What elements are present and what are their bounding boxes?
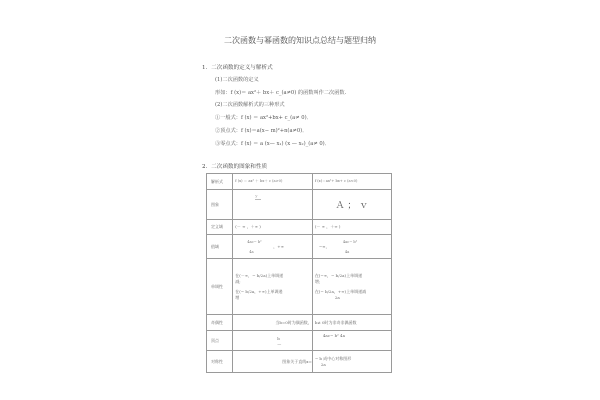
row-label: 解析式 [207, 174, 233, 190]
mono-line: 在(− b/2a，+∞)上单调递减 [314, 288, 367, 294]
mono-line: 在(−∞，− b/2a)上单调递 [314, 272, 363, 278]
row-label: 奇偶性 [207, 315, 233, 331]
vertex-part: 4ac− b² 4a [322, 333, 345, 338]
cell-a-positive: 当b=0时为偶函数， [233, 315, 313, 331]
range-numerator: 4ac− b² [342, 239, 358, 244]
definition-heading: (1)二次函数的定义 [215, 77, 259, 83]
symmetry-part: 2a [320, 362, 326, 367]
row-label: 对称性 [207, 351, 233, 373]
cell-a-positive: (－ ∞ ，＋∞ ) [233, 220, 313, 235]
mono-line: 减; [235, 278, 241, 284]
cell-a-positive [233, 259, 313, 315]
range-numerator: 4ac− b² [247, 239, 262, 244]
graph-cell-a-negative: Ａ ； ｖ [312, 190, 391, 220]
symmetry-part: − b 成中心对称图形 [314, 356, 352, 361]
mono-line: 在(− b/2a，+∞)上单调递 [235, 288, 283, 294]
table-row [207, 174, 392, 190]
table-row [207, 331, 392, 351]
cell-a-positive [233, 235, 313, 259]
cell-a-negative: f (x)＝ax²+ bx+ c (a<0) [312, 174, 391, 190]
mono-line: 增 [235, 294, 240, 300]
vertex-part: — [277, 340, 282, 346]
table-row [207, 190, 392, 220]
properties-table [206, 173, 392, 373]
cell-a-negative [312, 331, 391, 351]
range-bound: ，+∞ [273, 243, 284, 249]
mono-line: 增; [314, 278, 321, 284]
definition-text: 形如：f (x)＝ ax²＋ bx＋ c_(a≠0) 的函数叫作二次函数. [215, 90, 347, 96]
cell-a-negative [312, 235, 391, 259]
row-label: 值域 [207, 235, 233, 259]
graph-cell-a-positive [233, 190, 313, 220]
row-label: 定义域 [207, 220, 233, 235]
table-row [207, 259, 392, 315]
cell-a-negative: b≠ 0时为非奇非偶函数 [312, 315, 391, 331]
mono-line: 在(－∞，− b/2a)上单调递 [235, 272, 284, 278]
table-row [207, 220, 392, 235]
vertex-part: b [277, 335, 280, 341]
zero-form: ③零点式：f (x) ＝ a (x— x₁) (x — x₂)_(a≠ 0)． [215, 141, 330, 147]
graph-axis-label: y [255, 193, 258, 198]
mono-line: 2a [334, 294, 340, 300]
range-bound: −∞， [318, 243, 330, 249]
vertex-form: ②顶点式：f (x)＝a(x− m)²+n(a≠0)． [215, 128, 308, 134]
cell-a-positive: 图象关于直线x= [233, 351, 313, 373]
cell-a-positive [233, 331, 313, 351]
page-title: 二次函数与幂函数的知识点总结与题型归纳 [224, 36, 376, 45]
table-row [207, 315, 392, 331]
cell-a-negative: (－ ∞ ，＋∞ ) [312, 220, 391, 235]
cell-a-negative [312, 351, 391, 373]
range-denominator: 4a [249, 249, 254, 254]
section-1-heading: 1．二次函数的定义与解析式 [202, 65, 273, 71]
row-label: 顶点 [207, 331, 233, 351]
forms-heading: (2)二次函数解析式的三种形式 [215, 102, 285, 108]
row-label: 图象 [207, 190, 233, 220]
table-row [207, 235, 392, 259]
cell-a-negative [312, 259, 391, 315]
cell-a-positive: f (x) ＝ ax² ＋ bx＋ c (a>0) [233, 174, 313, 190]
row-label: 单调性 [207, 259, 233, 315]
table-row [207, 351, 392, 373]
range-denominator: 4a [344, 249, 350, 254]
graph-icon [255, 199, 261, 200]
section-2-heading: 2．二次函数的图象和性质 [202, 164, 268, 170]
general-form: ①一般式：f (x) ＝ ax²+bx+ c_(a≠ 0)． [215, 115, 312, 121]
